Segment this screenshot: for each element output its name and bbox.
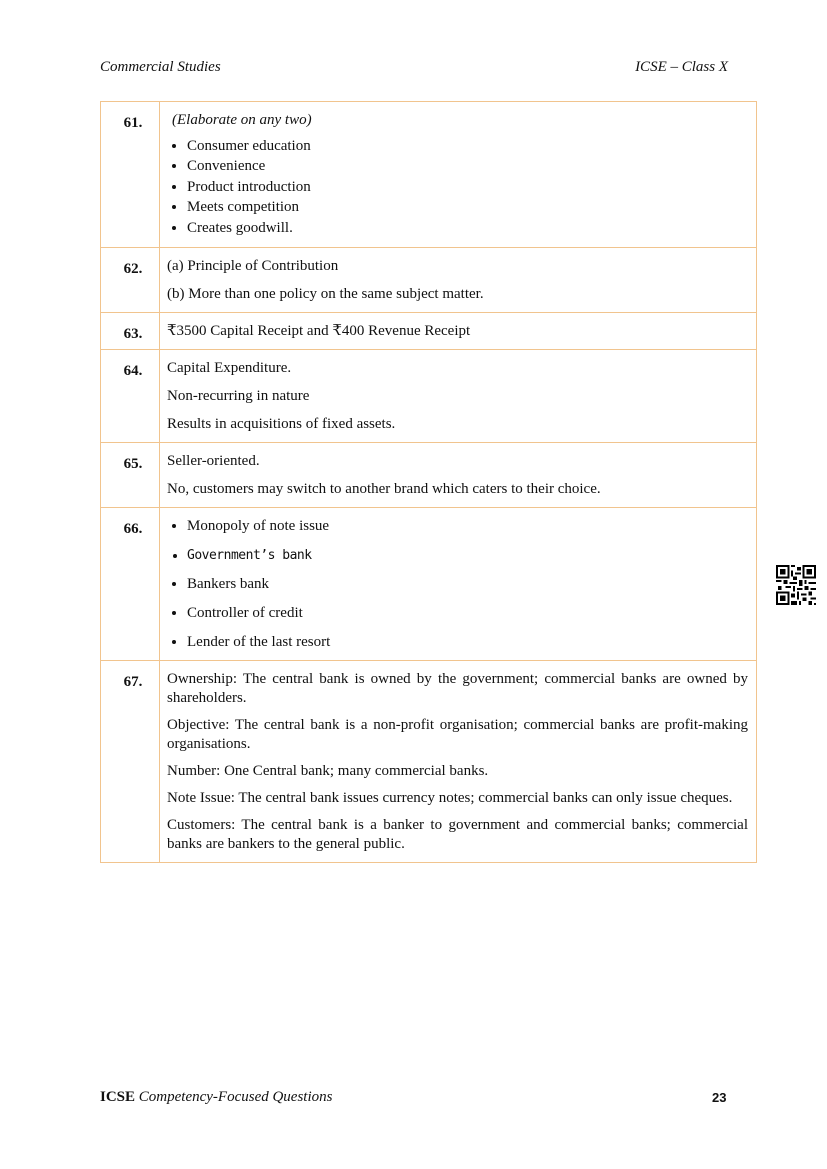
instruction-note: (Elaborate on any two) [172, 112, 312, 128]
list-item: • Government’s bank [187, 546, 748, 565]
footer-title [100, 1089, 332, 1106]
answer-paragraph: Number: One Central bank; many commercial banks. [167, 762, 489, 779]
list-item: • Controller of credit [187, 604, 748, 623]
question-number: 64. [101, 349, 160, 442]
answer-paragraph: Customers: The central bank is a banker to government and commercial banks; commercial banks are bankers to the general public. [167, 816, 748, 852]
list-item: • Product introduction [187, 178, 748, 197]
answer-row-64 [101, 349, 757, 442]
answer-row-65 [101, 442, 757, 507]
list-item: • Lender of the last resort [187, 633, 748, 652]
footer-series-title: Competency-Focused Questions [138, 1089, 333, 1105]
answer-row-66 [101, 507, 757, 660]
header-exam: ICSE – Class X [635, 59, 728, 75]
header-subject: Commercial Studies [100, 59, 221, 75]
question-number: 67. [101, 660, 160, 862]
list-item: • Consumer education [187, 137, 748, 156]
answer-line: (b) More than one policy on the same subject matter. [167, 285, 484, 302]
answer-row-67 [101, 660, 757, 862]
list-item: • Monopoly of note issue [187, 517, 748, 536]
bullet-list [167, 137, 748, 238]
answer-line: Non-recurring in nature [167, 387, 310, 404]
list-item: • Creates goodwill. [187, 219, 748, 238]
answer-line: (a) Principle of Contribution [167, 257, 339, 274]
question-number: 61. [101, 102, 160, 248]
answer-paragraph: Ownership: The central bank is owned by the government; commercial banks are owned by shareholders. [167, 670, 748, 706]
question-number: 66. [101, 507, 160, 660]
answer-cell [160, 349, 757, 442]
answer-line: Capital Expenditure. [167, 359, 292, 376]
question-number: 62. [101, 247, 160, 312]
answer-line: Results in acquisitions of fixed assets. [167, 415, 396, 432]
qr-code-icon[interactable] [776, 565, 816, 605]
answer-cell [160, 442, 757, 507]
page-number: 23 [712, 1090, 727, 1105]
answer-row-62 [101, 247, 757, 312]
answer-line: ₹3500 Capital Receipt and ₹400 Revenue Receipt [167, 322, 471, 339]
answer-cell [160, 312, 757, 349]
answer-line: Seller-oriented. [167, 452, 260, 469]
bullet-list [167, 517, 748, 652]
question-number: 63. [101, 312, 160, 349]
answer-table [100, 101, 757, 863]
list-item: • Bankers bank [187, 575, 748, 594]
footer-brand: ICSE [100, 1089, 136, 1105]
answer-row-61 [101, 102, 757, 248]
answer-paragraph: Note Issue: The central bank issues currency notes; commercial banks can only issue cheques. [167, 789, 733, 806]
list-item: • Meets competition [187, 198, 748, 217]
answer-cell [160, 247, 757, 312]
answer-cell [160, 102, 757, 248]
question-number: 65. [101, 442, 160, 507]
answer-row-63 [101, 312, 757, 349]
list-item: • Convenience [187, 157, 748, 176]
answer-cell [160, 660, 757, 862]
answer-line: No, customers may switch to another brand which caters to their choice. [167, 480, 601, 497]
answer-cell [160, 507, 757, 660]
answer-paragraph: Objective: The central bank is a non-profit organisation; commercial banks are profit-making organisations. [167, 716, 748, 752]
